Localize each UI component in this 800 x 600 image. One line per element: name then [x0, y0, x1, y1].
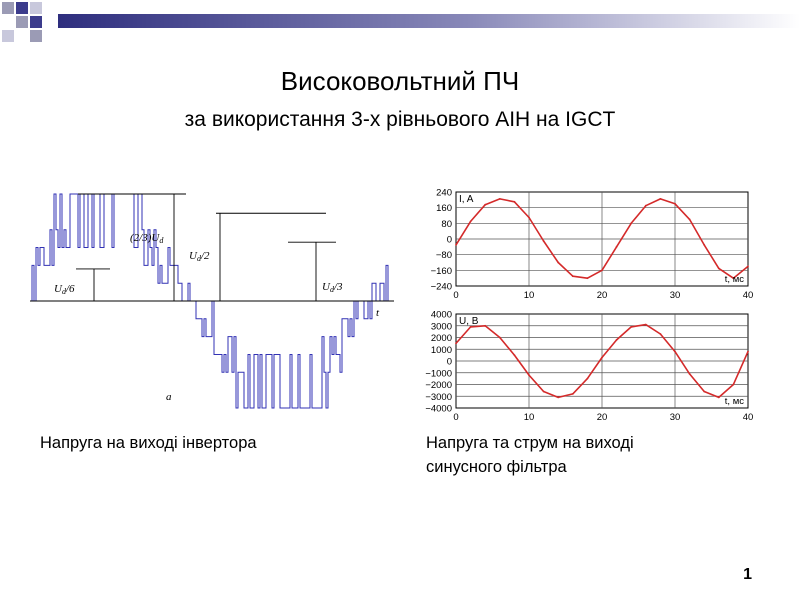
current-xtick: 20: [596, 290, 608, 301]
label-sixth-sub: d: [61, 287, 66, 296]
label-t: t: [376, 307, 380, 319]
voltage-point: [616, 339, 618, 341]
label-third-div: /3: [333, 281, 343, 293]
current-point: [630, 222, 632, 224]
current-ytick: 160: [436, 203, 452, 215]
current-point: [645, 205, 647, 207]
current-ytick: 240: [436, 187, 452, 199]
inverter-voltage-chart: [26, 188, 396, 418]
current-ytick: −240: [430, 281, 452, 293]
current-point: [674, 203, 676, 205]
corner-decoration: [0, 0, 64, 44]
header-bar: [58, 14, 800, 28]
label-third: [322, 281, 343, 294]
label-sixth: [54, 283, 75, 296]
current-point: [747, 266, 749, 268]
voltage-ytick: 2000: [430, 333, 452, 344]
label-third-sub: d: [329, 285, 334, 294]
current-xtick: 40: [742, 290, 754, 301]
voltage-ytick: 0: [446, 356, 452, 368]
current-ytick: −160: [430, 265, 452, 277]
voltage-point: [630, 326, 632, 328]
voltage-point: [747, 351, 749, 353]
voltage-point: [499, 337, 501, 339]
caption-filter-line1: Напруга та струм на виході: [426, 434, 634, 452]
voltage-ytick: −2000: [425, 380, 452, 391]
label-half-sub: d: [196, 254, 201, 263]
voltage-ytick: −3000: [425, 391, 452, 403]
label-third-u: U: [322, 281, 330, 293]
voltage-point: [587, 378, 589, 380]
label-half-u: U: [189, 250, 197, 262]
voltage-point: [484, 325, 486, 327]
current-point: [455, 244, 457, 246]
voltage-ytick: −4000: [425, 403, 452, 415]
voltage-ylabel: U, В: [459, 316, 479, 327]
current-point: [660, 198, 662, 200]
current-chart: [410, 186, 754, 301]
corner-square-light-2: [2, 30, 14, 42]
label-sixth-u: U: [54, 283, 62, 295]
voltage-xtick: 10: [523, 412, 535, 423]
corner-square-gray: [2, 2, 14, 14]
voltage-point: [703, 391, 705, 393]
voltage-chart: [410, 308, 754, 423]
slide-subtitle: за використання 3-х рівньового АІН на IGCT: [184, 108, 616, 131]
label-half: [189, 250, 210, 263]
current-ytick: −80: [435, 250, 452, 262]
label-two-thirds-sub: d: [159, 236, 164, 245]
voltage-xtick: 30: [669, 412, 681, 423]
caption-inverter: Напруга на виході інвертора: [40, 434, 257, 452]
label-half-div: /2: [200, 250, 210, 262]
voltage-point: [528, 374, 530, 376]
voltage-xlabel: t, мс: [724, 396, 744, 407]
voltage-xtick: 40: [742, 412, 754, 423]
voltage-xtick: 0: [453, 412, 459, 423]
label-sixth-div: /6: [65, 283, 75, 295]
label-two-thirds: [130, 232, 164, 245]
current-point: [601, 269, 603, 271]
current-xtick: 0: [453, 290, 459, 301]
voltage-point: [514, 354, 516, 356]
current-point: [616, 246, 618, 248]
corner-square-blue: [16, 2, 28, 14]
current-point: [484, 204, 486, 206]
corner-square-light: [30, 2, 42, 14]
voltage-point: [557, 397, 559, 399]
voltage-ytick: 3000: [430, 321, 452, 333]
voltage-point: [660, 333, 662, 335]
voltage-ytick: −1000: [425, 368, 452, 380]
voltage-point: [718, 397, 720, 399]
voltage-ytick: 4000: [430, 309, 452, 321]
voltage-point: [733, 384, 735, 386]
current-xtick: 10: [523, 290, 535, 301]
voltage-point: [572, 393, 574, 395]
current-point: [557, 262, 559, 264]
corner-square-gray-2: [16, 16, 28, 28]
current-xlabel: t, мс: [724, 274, 744, 285]
current-point: [499, 198, 501, 200]
voltage-point: [689, 373, 691, 375]
current-point: [470, 221, 472, 223]
slide-title: Високовольтний ПЧ: [280, 66, 520, 96]
current-point: [528, 217, 530, 219]
current-point: [689, 219, 691, 221]
caption-filter-line2: синусного фільтра: [426, 458, 567, 476]
current-point: [514, 201, 516, 203]
voltage-point: [674, 351, 676, 353]
current-point: [572, 275, 574, 277]
current-ylabel: I, A: [459, 194, 474, 205]
current-point: [703, 244, 705, 246]
current-point: [587, 277, 589, 279]
corner-square-gray-3: [30, 30, 42, 42]
current-point: [718, 268, 720, 270]
voltage-point: [543, 391, 545, 393]
voltage-xtick: 20: [596, 412, 608, 423]
current-point: [543, 240, 545, 242]
voltage-point: [601, 357, 603, 359]
current-xtick: 30: [669, 290, 681, 301]
voltage-ytick: 1000: [430, 344, 452, 356]
label-a: a: [166, 391, 172, 403]
current-ytick: 80: [441, 218, 452, 230]
voltage-point: [455, 343, 457, 345]
current-ytick: 0: [446, 234, 452, 246]
slide-number: 1: [743, 566, 752, 583]
corner-square-blue-2: [30, 16, 42, 28]
level-dimension-lines: [76, 194, 336, 301]
voltage-point: [645, 324, 647, 326]
label-two-thirds-text: (2/3)U: [130, 232, 160, 244]
